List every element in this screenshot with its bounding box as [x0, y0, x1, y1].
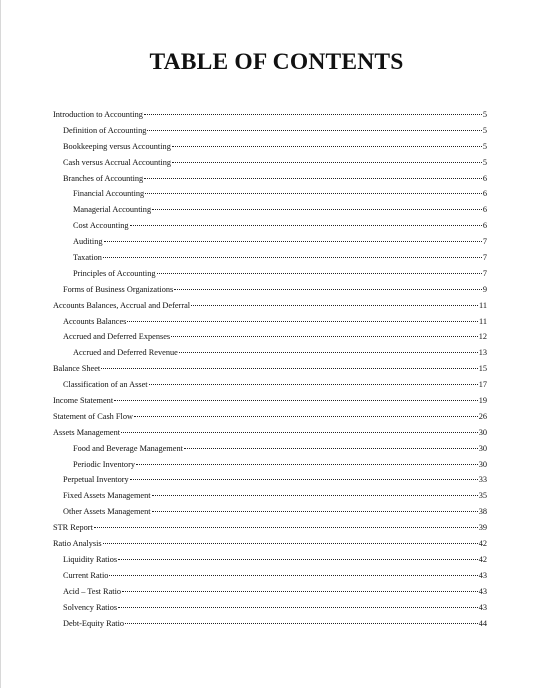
- toc-entry[interactable]: [53, 282, 487, 298]
- dot-leader: [191, 305, 478, 306]
- toc-entry[interactable]: [53, 441, 487, 457]
- toc-entry-label: Cash versus Accrual Accounting: [63, 157, 172, 167]
- toc-entry[interactable]: [53, 409, 487, 425]
- toc-entry-label: STR Report: [53, 523, 93, 533]
- dot-leader: [171, 336, 478, 337]
- toc-entry[interactable]: [53, 171, 487, 187]
- toc-entry-label: Food and Beverage Management: [73, 443, 183, 453]
- toc-entry-page-number: 19: [478, 396, 487, 406]
- toc-entry-page-number: 44: [478, 618, 487, 628]
- toc-entry-label: Financial Accounting: [73, 189, 145, 199]
- toc-entry-page-number: 30: [478, 427, 487, 437]
- toc-entry-page-number: 17: [478, 380, 487, 390]
- toc-entry[interactable]: [53, 393, 487, 409]
- dot-leader: [179, 352, 478, 353]
- toc-entry-page-number: 38: [478, 507, 487, 517]
- toc-entry[interactable]: [53, 155, 487, 171]
- toc-entry[interactable]: [53, 504, 487, 520]
- toc-entry[interactable]: [53, 218, 487, 234]
- toc-entry-label: Accrued and Deferred Expenses: [63, 332, 171, 342]
- toc-entry-label: Debt-Equity Ratio: [63, 618, 125, 628]
- dot-leader: [114, 400, 478, 401]
- toc-entry-label: Auditing: [73, 237, 103, 247]
- toc-entry-page-number: 5: [482, 157, 487, 167]
- toc-entry-label: Balance Sheet: [53, 364, 101, 374]
- toc-entry-page-number: 42: [478, 539, 487, 549]
- toc-entry[interactable]: [53, 266, 487, 282]
- toc-entry-label: Assets Management: [53, 427, 121, 437]
- toc-entry-page-number: 13: [478, 348, 487, 358]
- toc-entry-label: Forms of Business Organizations: [63, 284, 174, 294]
- dot-leader: [118, 559, 478, 560]
- toc-entry-label: Principles of Accounting: [73, 268, 156, 278]
- toc-entry-page-number: 39: [478, 523, 487, 533]
- dot-leader: [109, 575, 477, 576]
- dot-leader: [144, 114, 482, 115]
- toc-entry-page-number: 7: [482, 268, 487, 278]
- toc-entry[interactable]: [53, 457, 487, 473]
- toc-entry[interactable]: [53, 536, 487, 552]
- toc-entry[interactable]: [53, 234, 487, 250]
- dot-leader: [130, 225, 482, 226]
- toc-entry[interactable]: [53, 107, 487, 123]
- toc-entry[interactable]: [53, 377, 487, 393]
- toc-entry[interactable]: [53, 552, 487, 568]
- dot-leader: [145, 193, 482, 194]
- toc-entry[interactable]: [53, 329, 487, 345]
- toc-entry[interactable]: [53, 123, 487, 139]
- toc-entry-label: Bookkeeping versus Accounting: [63, 141, 171, 151]
- dot-leader: [152, 209, 482, 210]
- toc-entry-page-number: 7: [482, 237, 487, 247]
- toc-entry-page-number: 6: [482, 189, 487, 199]
- toc-entry-page-number: 5: [482, 110, 487, 119]
- toc-entry-page-number: 42: [478, 554, 487, 564]
- toc-entry-label: Current Ratio: [63, 570, 109, 580]
- toc-entry-page-number: 11: [479, 300, 487, 310]
- toc-entry[interactable]: [53, 361, 487, 377]
- toc-entry-label: Liquidity Ratios: [63, 554, 118, 564]
- toc-entry-page-number: 5: [482, 141, 487, 151]
- toc-entry-label: Accounts Balances, Accrual and Deferral: [53, 300, 191, 310]
- dot-leader: [130, 479, 478, 480]
- dot-leader: [104, 241, 482, 242]
- toc-entry-label: Fixed Assets Management: [63, 491, 151, 501]
- toc-entry-page-number: 43: [478, 570, 487, 580]
- toc-entry-page-number: 30: [478, 459, 487, 469]
- toc-entry-label: Ratio Analysis: [53, 539, 102, 549]
- toc-entry[interactable]: [53, 202, 487, 218]
- toc-entry-page-number: 33: [478, 475, 487, 485]
- toc-entry-page-number: 11: [479, 316, 487, 326]
- toc-entry-label: Solvency Ratios: [63, 602, 118, 612]
- dot-leader: [121, 432, 478, 433]
- toc-entry[interactable]: [53, 345, 487, 361]
- toc-entry[interactable]: [53, 139, 487, 155]
- toc-entry[interactable]: [53, 472, 487, 488]
- dot-leader: [184, 448, 478, 449]
- dot-leader: [101, 368, 477, 369]
- toc-entry-label: Branches of Accounting: [63, 173, 144, 183]
- dot-leader: [136, 464, 478, 465]
- dot-leader: [103, 543, 478, 544]
- page-edge: [0, 0, 1, 688]
- toc-entry[interactable]: [53, 250, 487, 266]
- table-of-contents: [53, 107, 487, 631]
- toc-entry-page-number: 12: [478, 332, 487, 342]
- dot-leader: [122, 591, 478, 592]
- dot-leader: [157, 273, 482, 274]
- dot-leader: [147, 130, 481, 131]
- toc-entry[interactable]: [53, 488, 487, 504]
- dot-leader: [94, 527, 478, 528]
- toc-entry-label: Accounts Balances: [63, 316, 127, 326]
- dot-leader: [125, 623, 478, 624]
- toc-entry[interactable]: [53, 600, 487, 616]
- toc-entry[interactable]: [53, 584, 487, 600]
- toc-entry-page-number: 6: [482, 173, 487, 183]
- toc-entry-label: Other Assets Management: [63, 507, 151, 517]
- toc-entry-page-number: 5: [482, 125, 487, 135]
- dot-leader: [152, 495, 478, 496]
- dot-leader: [103, 257, 482, 258]
- dot-leader: [144, 178, 482, 179]
- dot-leader: [127, 321, 478, 322]
- toc-entry-label: Classification of an Asset: [63, 380, 148, 390]
- toc-entry-page-number: 15: [478, 364, 487, 374]
- toc-entry-label: Statement of Cash Flow: [53, 411, 133, 421]
- dot-leader: [152, 511, 478, 512]
- toc-entry-label: Introduction to Accounting: [53, 110, 143, 119]
- toc-entry[interactable]: [53, 520, 487, 536]
- toc-entry-label: Definition of Accounting: [63, 125, 147, 135]
- toc-entry-label: Accrued and Deferred Revenue: [73, 348, 178, 358]
- toc-entry-label: Taxation: [73, 253, 102, 263]
- page-title: TABLE OF CONTENTS: [149, 49, 404, 75]
- toc-entry[interactable]: [53, 314, 487, 330]
- toc-entry-label: Income Statement: [53, 396, 114, 406]
- dot-leader: [174, 289, 482, 290]
- toc-entry-page-number: 35: [478, 491, 487, 501]
- toc-entry-label: Managerial Accounting: [73, 205, 152, 215]
- toc-entry-label: Acid – Test Ratio: [63, 586, 122, 596]
- toc-entry[interactable]: [53, 298, 487, 314]
- toc-entry-page-number: 30: [478, 443, 487, 453]
- dot-leader: [134, 416, 478, 417]
- toc-entry-page-number: 6: [482, 221, 487, 231]
- toc-entry-page-number: 43: [478, 602, 487, 612]
- toc-entry-page-number: 26: [478, 411, 487, 421]
- toc-entry[interactable]: [53, 568, 487, 584]
- dot-leader: [172, 162, 482, 163]
- toc-entry-page-number: 6: [482, 205, 487, 215]
- dot-leader: [149, 384, 478, 385]
- toc-entry-label: Periodic Inventory: [73, 459, 135, 469]
- toc-entry-label: Cost Accounting: [73, 221, 129, 231]
- dot-leader: [118, 607, 478, 608]
- toc-entry-page-number: 9: [482, 284, 487, 294]
- toc-entry[interactable]: [53, 186, 487, 202]
- toc-entry-label: Perpetual Inventory: [63, 475, 129, 485]
- toc-entry-page-number: 43: [478, 586, 487, 596]
- toc-entry[interactable]: [53, 425, 487, 441]
- dot-leader: [172, 146, 482, 147]
- toc-entry[interactable]: [53, 616, 487, 632]
- toc-entry-page-number: 7: [482, 253, 487, 263]
